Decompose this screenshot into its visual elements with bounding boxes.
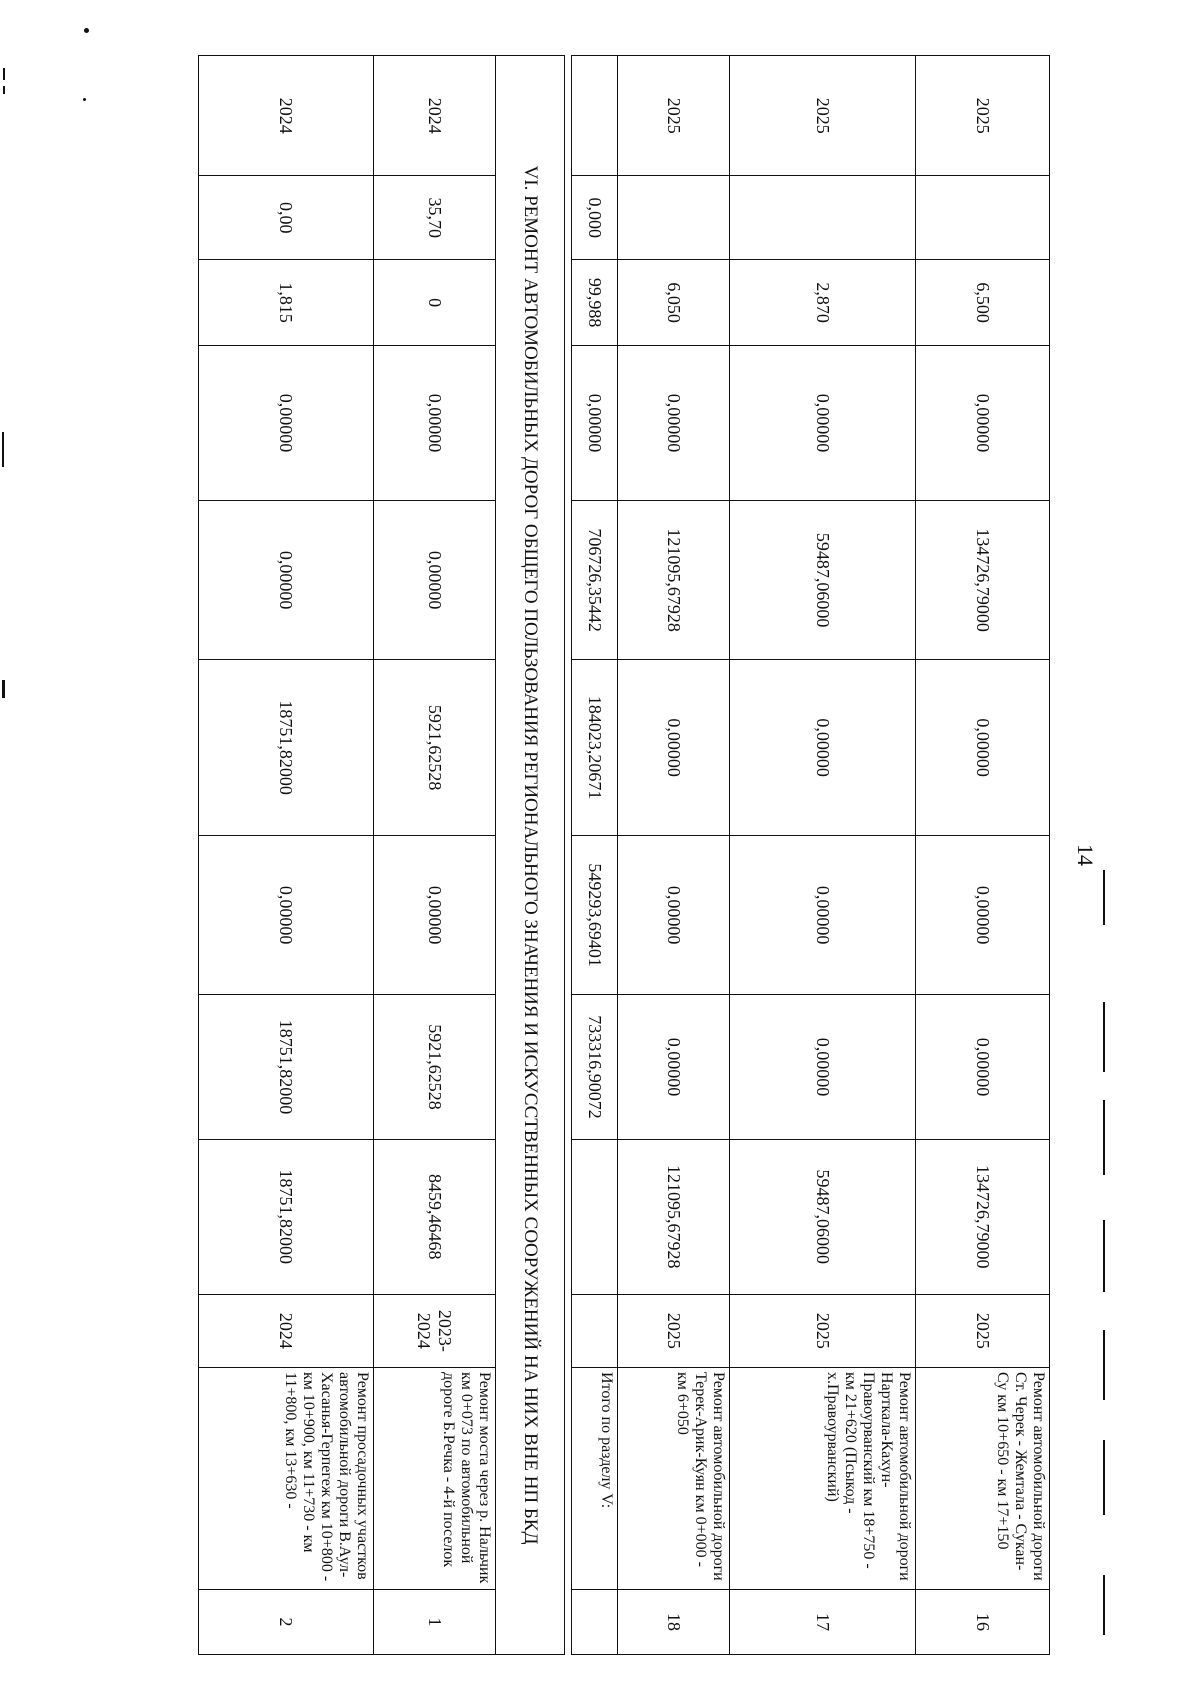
cell-name: Ремонт просадочных участков автомобильной дороги В.Аул-Хасанья-Герпегеж км 10+800 - км 10+900, км 11+730 - км 11+800, км 13+630 - bbox=[199, 1368, 374, 1590]
cell-name: Ремонт автомобильной дороги Терек-Арик-Куян км 0+000 - км 6+050 bbox=[618, 1368, 730, 1590]
scan-mark bbox=[1103, 1330, 1105, 1400]
scan-mark bbox=[3, 86, 5, 94]
cell-name: Ремонт моста через р. Нальчик км 0+073 по автомобильной дороге Б.Речка - 4-й поселок bbox=[374, 1368, 496, 1590]
total-c3: 549293,69401 bbox=[572, 836, 618, 995]
cell-c4: 0,00000 bbox=[618, 660, 730, 836]
empty-cell bbox=[572, 1589, 618, 1654]
cell-length bbox=[916, 176, 1050, 260]
cell-c4: 18751,82000 bbox=[199, 660, 374, 836]
cell-c6: 0,00000 bbox=[916, 346, 1050, 501]
cell-c1: 134726,79000 bbox=[916, 1139, 1050, 1294]
scan-dot bbox=[83, 98, 86, 101]
gap-cell bbox=[565, 56, 572, 1655]
cell-km: 0 bbox=[374, 260, 496, 346]
cell-c1: 8459,46468 bbox=[374, 1139, 496, 1294]
scan-mark bbox=[1103, 1440, 1105, 1515]
cell-c2: 18751,82000 bbox=[199, 995, 374, 1140]
cell-km: 1,815 bbox=[199, 260, 374, 346]
section-gap bbox=[565, 56, 572, 1655]
cell-length bbox=[730, 176, 916, 260]
section-heading-row bbox=[496, 56, 565, 1655]
section-vi-title: VI. РЕМОНТ АВТОМОБИЛЬНЫХ ДОРОГ ОБЩЕГО ПОЛЬЗОВАНИЯ РЕГИОНАЛЬНОГО ЗНАЧЕНИЯ И ИСКУССТВЕННЫХ СООРУЖЕНИЙ НА НИХ ВНЕ НП БКД bbox=[496, 56, 565, 1655]
cell-c3: 0,00000 bbox=[374, 836, 496, 995]
scan-mark bbox=[2, 680, 5, 698]
page-number: 14 bbox=[1073, 844, 1098, 866]
table-row bbox=[618, 56, 730, 1655]
cell-km: 2,870 bbox=[730, 260, 916, 346]
cell-c5: 0,00000 bbox=[374, 501, 496, 660]
cell-num: 2 bbox=[199, 1589, 374, 1654]
scan-mark bbox=[1103, 1002, 1105, 1072]
cell-year: 2025 bbox=[618, 56, 730, 176]
cell-year: 2024 bbox=[374, 56, 496, 176]
cell-num: 18 bbox=[618, 1589, 730, 1654]
cell-num: 16 bbox=[916, 1589, 1050, 1654]
total-c6: 0,00000 bbox=[572, 346, 618, 501]
scan-mark bbox=[1103, 870, 1105, 925]
empty-cell bbox=[572, 1294, 618, 1367]
cell-num: 17 bbox=[730, 1589, 916, 1654]
cell-period: 2025 bbox=[618, 1294, 730, 1367]
cell-c4: 0,00000 bbox=[916, 660, 1050, 836]
total-c8: 0,000 bbox=[572, 176, 618, 260]
total-row bbox=[572, 56, 618, 1655]
cell-c3: 0,00000 bbox=[730, 836, 916, 995]
cell-year: 2025 bbox=[916, 56, 1050, 176]
cell-km: 6,050 bbox=[618, 260, 730, 346]
cell-length bbox=[618, 176, 730, 260]
cell-c3: 0,00000 bbox=[199, 836, 374, 995]
total-c2: 733316,90072 bbox=[572, 995, 618, 1140]
cell-length: 35,70 bbox=[374, 176, 496, 260]
empty-cell bbox=[572, 56, 618, 176]
cell-name: Ремонт автомобильной дороги Ст. Черек - Жемтала - Сукан-Су км 10+650 - км 17+150 bbox=[916, 1368, 1050, 1590]
cell-km: 6,500 bbox=[916, 260, 1050, 346]
cell-period: 2025 bbox=[730, 1294, 916, 1367]
cell-c2: 0,00000 bbox=[730, 995, 916, 1140]
scan-mark bbox=[1103, 1575, 1105, 1635]
scan-mark bbox=[3, 68, 5, 80]
cell-c2: 0,00000 bbox=[618, 995, 730, 1140]
cell-num: 1 bbox=[374, 1589, 496, 1654]
cell-c2: 5921,62528 bbox=[374, 995, 496, 1140]
scan-mark bbox=[1103, 1100, 1105, 1175]
cell-c6: 0,00000 bbox=[374, 346, 496, 501]
empty-cell bbox=[572, 1139, 618, 1294]
cell-year: 2025 bbox=[730, 56, 916, 176]
total-c7: 99,988 bbox=[572, 260, 618, 346]
scan-mark bbox=[1103, 1220, 1105, 1292]
cell-c5: 134726,79000 bbox=[916, 501, 1050, 660]
cell-c3: 0,00000 bbox=[916, 836, 1050, 995]
cell-c1: 18751,82000 bbox=[199, 1139, 374, 1294]
budget-table bbox=[198, 55, 1050, 1655]
rotated-page bbox=[110, 55, 1098, 1655]
total-c4: 184023,20671 bbox=[572, 660, 618, 836]
cell-c6: 0,00000 bbox=[730, 346, 916, 501]
cell-period: 2023-2024 bbox=[374, 1294, 496, 1367]
cell-year: 2024 bbox=[199, 56, 374, 176]
table-row bbox=[374, 56, 496, 1655]
cell-c5: 0,00000 bbox=[199, 501, 374, 660]
cell-c1: 121095,67928 bbox=[618, 1139, 730, 1294]
cell-c5: 121095,67928 bbox=[618, 501, 730, 660]
cell-period: 2024 bbox=[199, 1294, 374, 1367]
cell-c1: 59487,06000 bbox=[730, 1139, 916, 1294]
cell-c6: 0,00000 bbox=[199, 346, 374, 501]
cell-c2: 0,00000 bbox=[916, 995, 1050, 1140]
cell-length: 0,00 bbox=[199, 176, 374, 260]
table-row bbox=[730, 56, 916, 1655]
table-row bbox=[199, 56, 374, 1655]
cell-name: Ремонт автомобильной дороги Нарткала-Кахун-Правоурванский км 18+750 - км 21+620 (Псыкод - х.Правоурванский) bbox=[730, 1368, 916, 1590]
total-label: Итого по разделу V: bbox=[572, 1368, 618, 1590]
cell-c3: 0,00000 bbox=[618, 836, 730, 995]
cell-c6: 0,00000 bbox=[618, 346, 730, 501]
total-c5: 706726,35442 bbox=[572, 501, 618, 660]
cell-c4: 0,00000 bbox=[730, 660, 916, 836]
cell-c4: 5921,62528 bbox=[374, 660, 496, 836]
cell-period: 2025 bbox=[916, 1294, 1050, 1367]
cell-c5: 59487,06000 bbox=[730, 501, 916, 660]
table-row bbox=[916, 56, 1050, 1655]
scan-dot bbox=[84, 28, 89, 33]
scan-mark bbox=[2, 432, 4, 467]
